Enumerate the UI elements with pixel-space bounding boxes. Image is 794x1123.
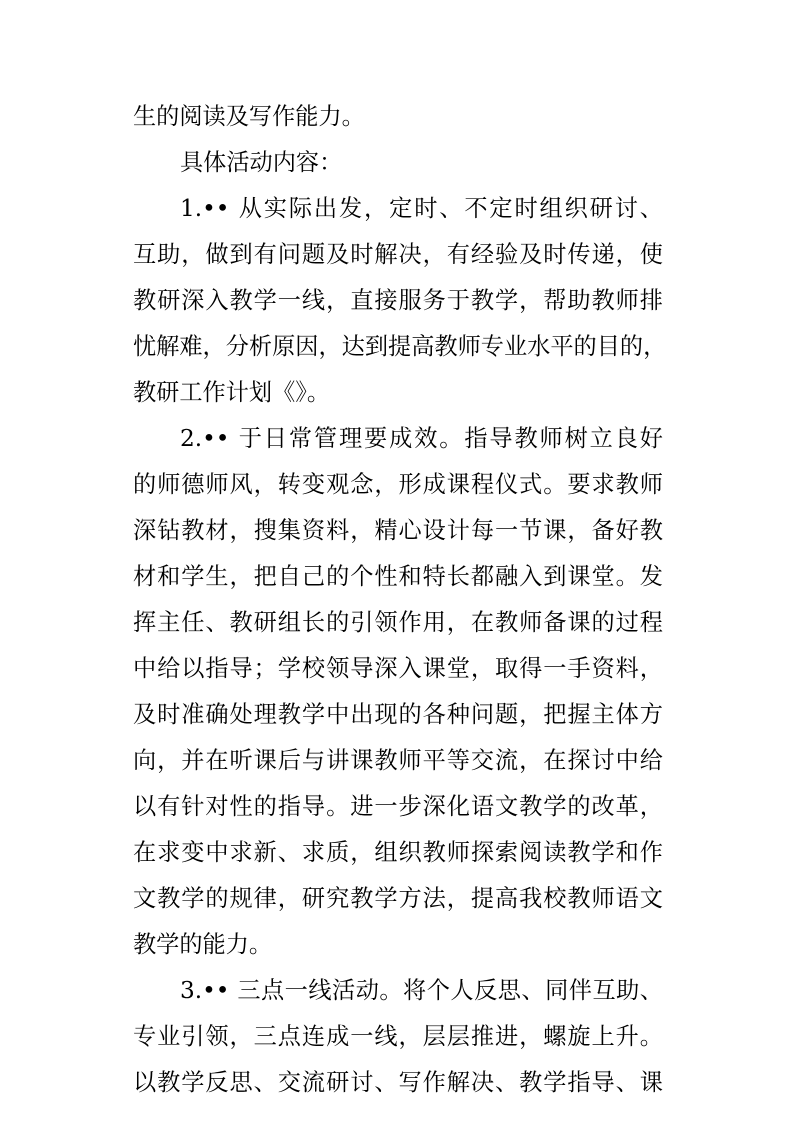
list-item-1-line: 互助，做到有问题及时解决，有经验及时传递，使 bbox=[133, 241, 663, 268]
document-body bbox=[133, 94, 667, 1106]
list-item-2-line: 深钻教材，搜集资料，精心设计每一节课，备好教 bbox=[133, 517, 663, 544]
list-item-2-line: 挥主任、教研组长的引领作用，在教师备课的过程 bbox=[133, 609, 663, 636]
list-item-2-line: 文教学的规律，研究教学方法，提高我校教师语文 bbox=[133, 885, 663, 912]
list-item-1-line: 教研深入教学一线，直接服务于教学，帮助教师排 bbox=[133, 287, 663, 314]
list-item-2-line: 向，并在听课后与讲课教师平等交流，在探讨中给 bbox=[133, 747, 663, 774]
list-item-2-line: 及时准确处理教学中出现的各种问题，把握主体方 bbox=[133, 701, 663, 728]
list-item-2-line: 材和学生，把自己的个性和特长都融入到课堂。发 bbox=[133, 563, 663, 590]
list-item-2-line: 的师德师风，转变观念，形成课程仪式。要求教师 bbox=[133, 471, 663, 498]
list-item-1-line: 1.•• 从实际出发，定时、不定时组织研讨、 bbox=[180, 195, 663, 222]
list-item-1-line: 教研工作计划《》。 bbox=[133, 379, 331, 406]
list-item-2-line: 中给以指导；学校领导深入课堂，取得一手资料， bbox=[133, 655, 663, 682]
list-item-3-line: 专业引领，三点连成一线，层层推进，螺旋上升。 bbox=[133, 1023, 663, 1050]
list-item-2-line: 教学的能力。 bbox=[133, 931, 273, 958]
list-item-1-line: 忧解难，分析原因，达到提高教师专业水平的目的， bbox=[133, 333, 667, 360]
list-item-2-line: 2.•• 于日常管理要成效。指导教师树立良好 bbox=[180, 425, 663, 452]
list-item-2-line: 在求变中求新、求质，组织教师探索阅读教学和作 bbox=[133, 839, 663, 866]
list-item-3-line: 3.•• 三点一线活动。将个人反思、同伴互助、 bbox=[180, 977, 663, 1004]
list-item-3-line: 以教学反思、交流研讨、写作解决、教学指导、课 bbox=[133, 1069, 663, 1096]
list-item-2-line: 以有针对性的指导。进一步深化语文教学的改革， bbox=[133, 793, 663, 820]
section-heading: 具体活动内容： bbox=[180, 149, 343, 176]
text-line: 生的阅读及写作能力。 bbox=[133, 103, 365, 130]
